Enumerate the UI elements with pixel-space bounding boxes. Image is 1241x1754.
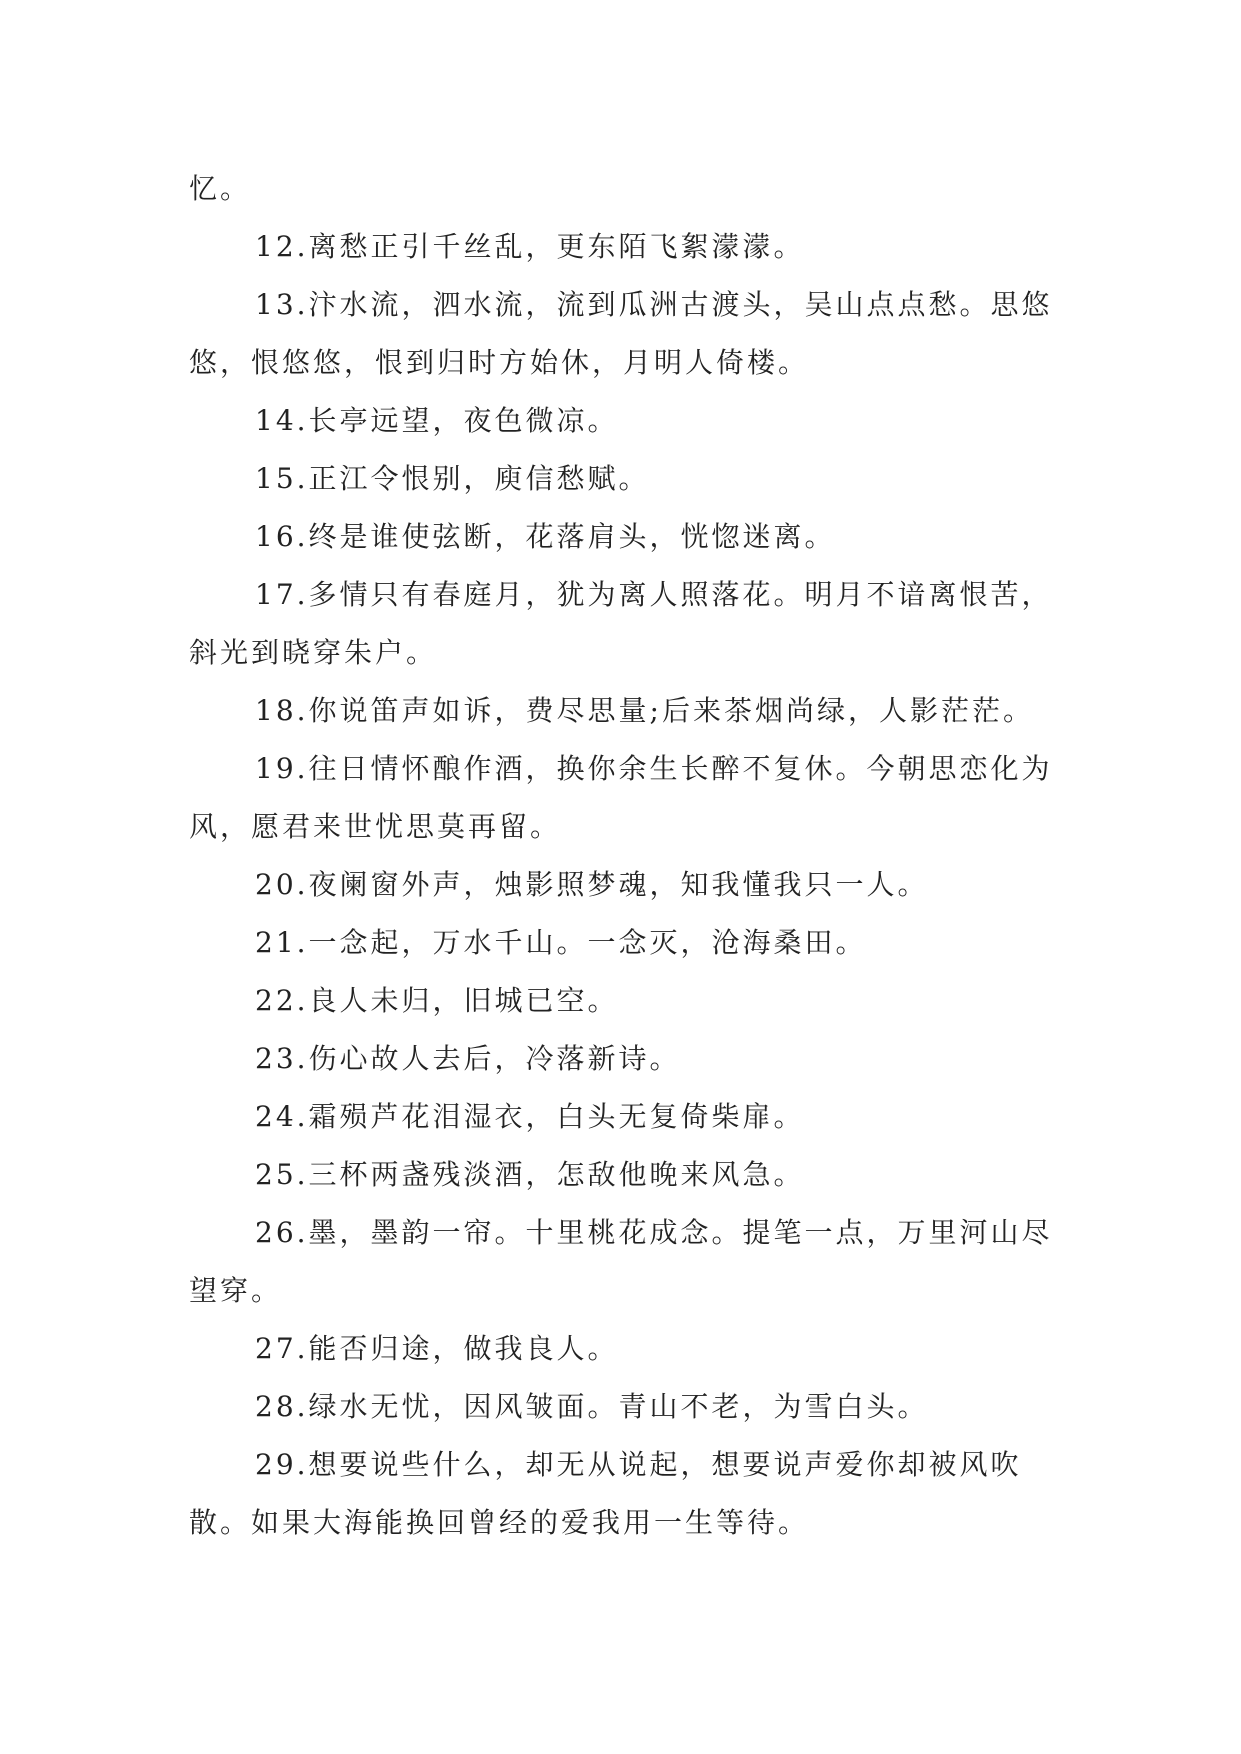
paragraph-17: 17.多情只有春庭月，犹为离人照落花。明月不谙离恨苦，斜光到晓穿朱户。	[189, 578, 1053, 669]
paragraph-23: 23.伤心故人去后，冷落新诗。	[255, 1042, 681, 1075]
paragraph-20: 20.夜阑窗外声，烛影照梦魂，知我懂我只一人。	[255, 868, 929, 901]
document-body	[189, 160, 1069, 1552]
paragraph-26: 26.墨，墨韵一帘。十里桃花成念。提笔一点，万里河山尽望穿。	[189, 1216, 1053, 1307]
paragraph-21: 21.一念起，万水千山。一念灭，沧海桑田。	[255, 926, 867, 959]
paragraph-18: 18.你说笛声如诉，费尽思量;后来茶烟尚绿，人影茫茫。	[255, 694, 1034, 727]
paragraph-28: 28.绿水无忧，因风皱面。青山不老，为雪白头。	[255, 1390, 929, 1423]
paragraph-24: 24.霜殒芦花泪湿衣，白头无复倚柴扉。	[255, 1100, 805, 1133]
paragraph-13: 13.汴水流，泗水流，流到瓜洲古渡头，吴山点点愁。思悠悠，恨悠悠，恨到归时方始休，月明人倚楼。	[189, 288, 1053, 379]
paragraph-14: 14.长亭远望，夜色微凉。	[255, 404, 619, 437]
paragraph-15: 15.正江令恨别，庾信愁赋。	[255, 462, 650, 495]
paragraph-22: 22.良人未归，旧城已空。	[255, 984, 619, 1017]
paragraph-29: 29.想要说些什么，却无从说起，想要说声爱你却被风吹散。如果大海能换回曾经的爱我用一生等待。	[189, 1448, 1022, 1539]
paragraph-19: 19.往日情怀酿作酒，换你余生长醉不复休。今朝思恋化为风，愿君来世忧思莫再留。	[189, 752, 1053, 843]
paragraph-16: 16.终是谁使弦断，花落肩头，恍惚迷离。	[255, 520, 836, 553]
paragraph-27: 27.能否归途，做我良人。	[255, 1332, 619, 1365]
paragraph-continuation: 忆。	[189, 172, 252, 205]
paragraph-25: 25.三杯两盏残淡酒，怎敌他晚来风急。	[255, 1158, 805, 1191]
paragraph-12: 12.离愁正引千丝乱，更东陌飞絮濛濛。	[255, 230, 805, 263]
